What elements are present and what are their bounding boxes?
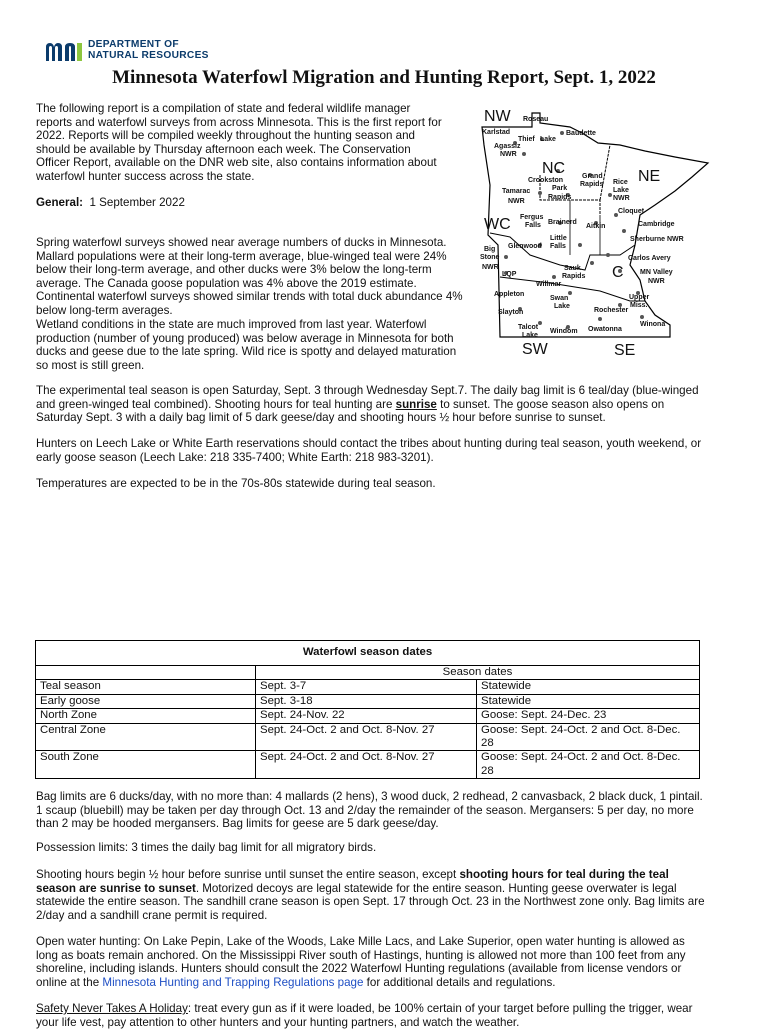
table-cell: Sept. 24-Oct. 2 and Oct. 8-Nov. 27	[256, 723, 477, 751]
table-cell: Early goose	[36, 694, 256, 708]
org-line-2: NATURAL RESOURCES	[88, 49, 209, 61]
regulations-link[interactable]: Minnesota Hunting and Trapping Regulations page	[102, 975, 364, 989]
table-cell: Teal season	[36, 680, 256, 694]
table-header-empty	[36, 666, 256, 680]
region-nw: NW	[484, 108, 511, 125]
city-label: Fergus	[520, 214, 544, 221]
table-row	[36, 709, 700, 723]
zone-map	[470, 105, 725, 367]
teal-text-end: to sunset. The goose season also opens on Saturday Sept. 3 with a daily bag limit of 5 dark geese/day and shooting hours ½ hour before sunrise to sunset.	[36, 397, 665, 425]
city-label: Park	[552, 185, 568, 192]
city-label: Rochester	[594, 307, 629, 314]
city-label: NWR	[613, 195, 630, 202]
city-label: Falls	[550, 243, 566, 250]
dnr-mn-icon	[44, 41, 84, 63]
temperature-paragraph: Temperatures are expected to be in the 70s-80s statewide during teal season.	[36, 477, 436, 490]
region-nc: NC	[542, 160, 566, 177]
open-water-text: Open water hunting: On Lake Pepin, Lake of the Woods, Lake Mille Lacs, and Lake Superior, open water hunting is allowed as long as boats remain anchored. On the Mississippi River south of Hastings, hunting is allowed not more than 100 feet from any shoreline, including islands. Hunters should consult the 2022 Waterfowl Hunting regulations (available from license vendors or online at the	[36, 935, 686, 989]
city-label: Appleton	[494, 291, 525, 298]
city-label: Baudette	[566, 130, 596, 137]
table-subheader: Season dates	[256, 666, 700, 680]
open-water-text-end: for additional details and regulations.	[363, 975, 556, 989]
wetland-paragraph: Wetland conditions in the state are much improved from last year. Waterfowl production (number of young produced) was below average in Minnesota for both ducks and geese due to the late spring. Wild rice is spotty and delayed maturation so most is still green.	[36, 318, 457, 372]
city-label: NWR	[508, 198, 525, 205]
table-cell: Goose: Sept. 24-Oct. 2 and Oct. 8-Dec. 28	[477, 751, 700, 779]
table-cell: Goose: Sept. 24-Oct. 2 and Oct. 8-Dec. 28	[477, 723, 700, 751]
city-label: Swan	[550, 295, 569, 302]
city-label: Cloquet	[618, 208, 645, 215]
city-label: Lake	[522, 332, 538, 339]
table-cell: Goose: Sept. 24-Dec. 23	[477, 709, 700, 723]
table-cell: Sept. 3-18	[256, 694, 477, 708]
teal-season-paragraph	[36, 384, 706, 425]
city-label: Talcot	[518, 324, 539, 331]
table-cell: Sept. 3-7	[256, 680, 477, 694]
city-label: NWR	[482, 264, 499, 271]
city-label: Aitkin	[586, 223, 606, 230]
city-label: Lake	[554, 303, 570, 310]
city-label: Cambridge	[638, 221, 675, 228]
city-label: Winona	[640, 321, 666, 328]
sunrise-emphasis: sunrise	[395, 397, 437, 411]
city-label: Owatonna	[588, 326, 622, 333]
city-label: Big	[484, 246, 496, 253]
city-label: Falls	[525, 222, 541, 229]
shooting-hours-paragraph	[36, 868, 706, 922]
teal-text: The experimental teal season is open Saturday, Sept. 3 through Wednesday Sept.7. The daily bag limit is 6 teal/day (blue-winged and green-winged teal combined). Shooting hours for teal hunting are	[36, 384, 699, 411]
region-sw: SW	[522, 341, 548, 358]
intro-paragraph: The following report is a compilation of state and federal wildlife manager reports and waterfowl surveys from across Minnesota. This is the first report for 2022. Reports will be compiled weekly throughout the hunting season and should be available by Thursday afternoon each week. The Conservation Officer Report, available on the DNR web site, also contains information about waterfowl hunter success across the state.	[36, 102, 442, 183]
shooting-text: Shooting hours begin ½ hour before sunrise until sunset the entire season, except	[36, 868, 460, 881]
season-dates-table	[35, 640, 700, 779]
city-label: Sherburne NWR	[630, 236, 684, 243]
table-cell: Statewide	[477, 680, 700, 694]
region-wc: WC	[484, 216, 511, 233]
table-cell: Central Zone	[36, 723, 256, 751]
city-label: Grand	[582, 173, 603, 180]
city-label: Brainerd	[548, 219, 577, 226]
table-cell: Sept. 24-Oct. 2 and Oct. 8-Nov. 27	[256, 751, 477, 779]
city-label: Crookston	[528, 177, 563, 184]
city-label: NWR	[500, 151, 517, 158]
table-cell: Statewide	[477, 694, 700, 708]
possession-paragraph: Possession limits: 3 times the daily bag limit for all migratory birds.	[36, 841, 377, 854]
safety-heading: Safety Never Takes A Holiday	[36, 1002, 188, 1015]
city-label: Lake	[540, 136, 556, 143]
city-label: Thief	[518, 136, 535, 143]
bag-limits-paragraph: Bag limits are 6 ducks/day, with no more than: 4 mallards (2 hens), 3 wood duck, 2 redhead, 2 canvasback, 2 black duck, 1 pintail. 1 scaup (bluebill) may be taken per day through Oct. 13 and 2/day the remainder of the season. Mergansers: 5 per day, no more than 2 may be hooded mergansers. Bag limits for geese are 5 dark geese/day.	[36, 790, 703, 831]
city-label: Agassiz	[494, 143, 521, 150]
city-label: Slayton	[498, 309, 524, 316]
city-label: Rapids	[562, 273, 586, 280]
city-label: Upper	[629, 294, 650, 301]
general-date: 1 September 2022	[89, 196, 185, 209]
table-row	[36, 694, 700, 708]
city-label: LQP	[502, 271, 517, 278]
city-label: Glenwood	[508, 243, 542, 250]
city-label: NWR	[648, 278, 665, 285]
table-cell: South Zone	[36, 751, 256, 779]
city-label: MN Valley	[640, 269, 673, 276]
city-label: Rapids	[580, 181, 604, 188]
city-label: Willmar	[536, 281, 562, 288]
general-line	[36, 196, 446, 210]
region-c: C	[612, 264, 624, 281]
city-label: Rice	[613, 179, 628, 186]
city-label: Roseau	[523, 116, 549, 123]
general-label: General:	[36, 196, 84, 209]
reservation-paragraph: Hunters on Leech Lake or White Earth reservations should contact the tribes about hunting during teal season, youth weekend, or early goose season (Leech Lake: 218 335-7400; White Earth: 218 983-3201).	[36, 437, 702, 464]
dnr-logo	[44, 40, 214, 64]
safety-text: : treat every gun as if it were loaded, be 100% certain of your target before pulling the trigger, wear your life vest, pay attention to other hunters and your hunting partners, and watch the weather.	[36, 1002, 693, 1029]
city-label: Tamarac	[502, 188, 531, 195]
table-row	[36, 723, 700, 751]
shooting-text-end: . Motorized decoys are legal statewide for the entire season. Hunting geese overwater is legal statewide the entire season. The sandhill crane season is open Sept. 17 through Oct. 23 in the Northwest zone only. Bag limits are 2/day and a sandhill crane permit is required.	[36, 881, 705, 922]
city-label: Karlstad	[482, 129, 511, 136]
org-line-1: DEPARTMENT OF	[88, 39, 179, 50]
city-label: Windom	[550, 328, 578, 335]
table-caption: Waterfowl season dates	[36, 641, 700, 666]
city-label: Miss.	[630, 302, 648, 309]
page-title: Minnesota Waterfowl Migration and Hunting Report, Sept. 1, 2022	[112, 67, 656, 88]
table-row	[36, 680, 700, 694]
open-water-paragraph	[36, 935, 706, 989]
city-label: Little	[550, 235, 567, 242]
region-ne: NE	[638, 168, 661, 185]
city-label: Carlos Avery	[628, 255, 671, 262]
org-name	[88, 40, 209, 61]
city-label: Sauk	[564, 265, 581, 272]
table-cell: North Zone	[36, 709, 256, 723]
spring-survey-paragraph: Spring waterfowl surveys showed near average numbers of ducks in Minnesota. Mallard populations were at their long-term average, blue-winged teal were 24% below their long-term average, and other ducks were 3% below the long-term average. The Canada goose population was 4% above the 2019 estimate. Continental waterfowl surveys showed similar trends with total duck abundance 4% below long-term averages.	[36, 236, 463, 317]
region-se: SE	[614, 342, 636, 359]
table-row	[36, 751, 700, 779]
city-label: Stone	[480, 254, 500, 261]
city-label: Rapids	[548, 194, 572, 201]
table-cell: Sept. 24-Nov. 22	[256, 709, 477, 723]
city-label: Lake	[613, 187, 629, 194]
teal-hours-emphasis: shooting hours for teal during the teal season are sunrise to sunset	[36, 868, 669, 895]
safety-paragraph	[36, 1002, 706, 1029]
